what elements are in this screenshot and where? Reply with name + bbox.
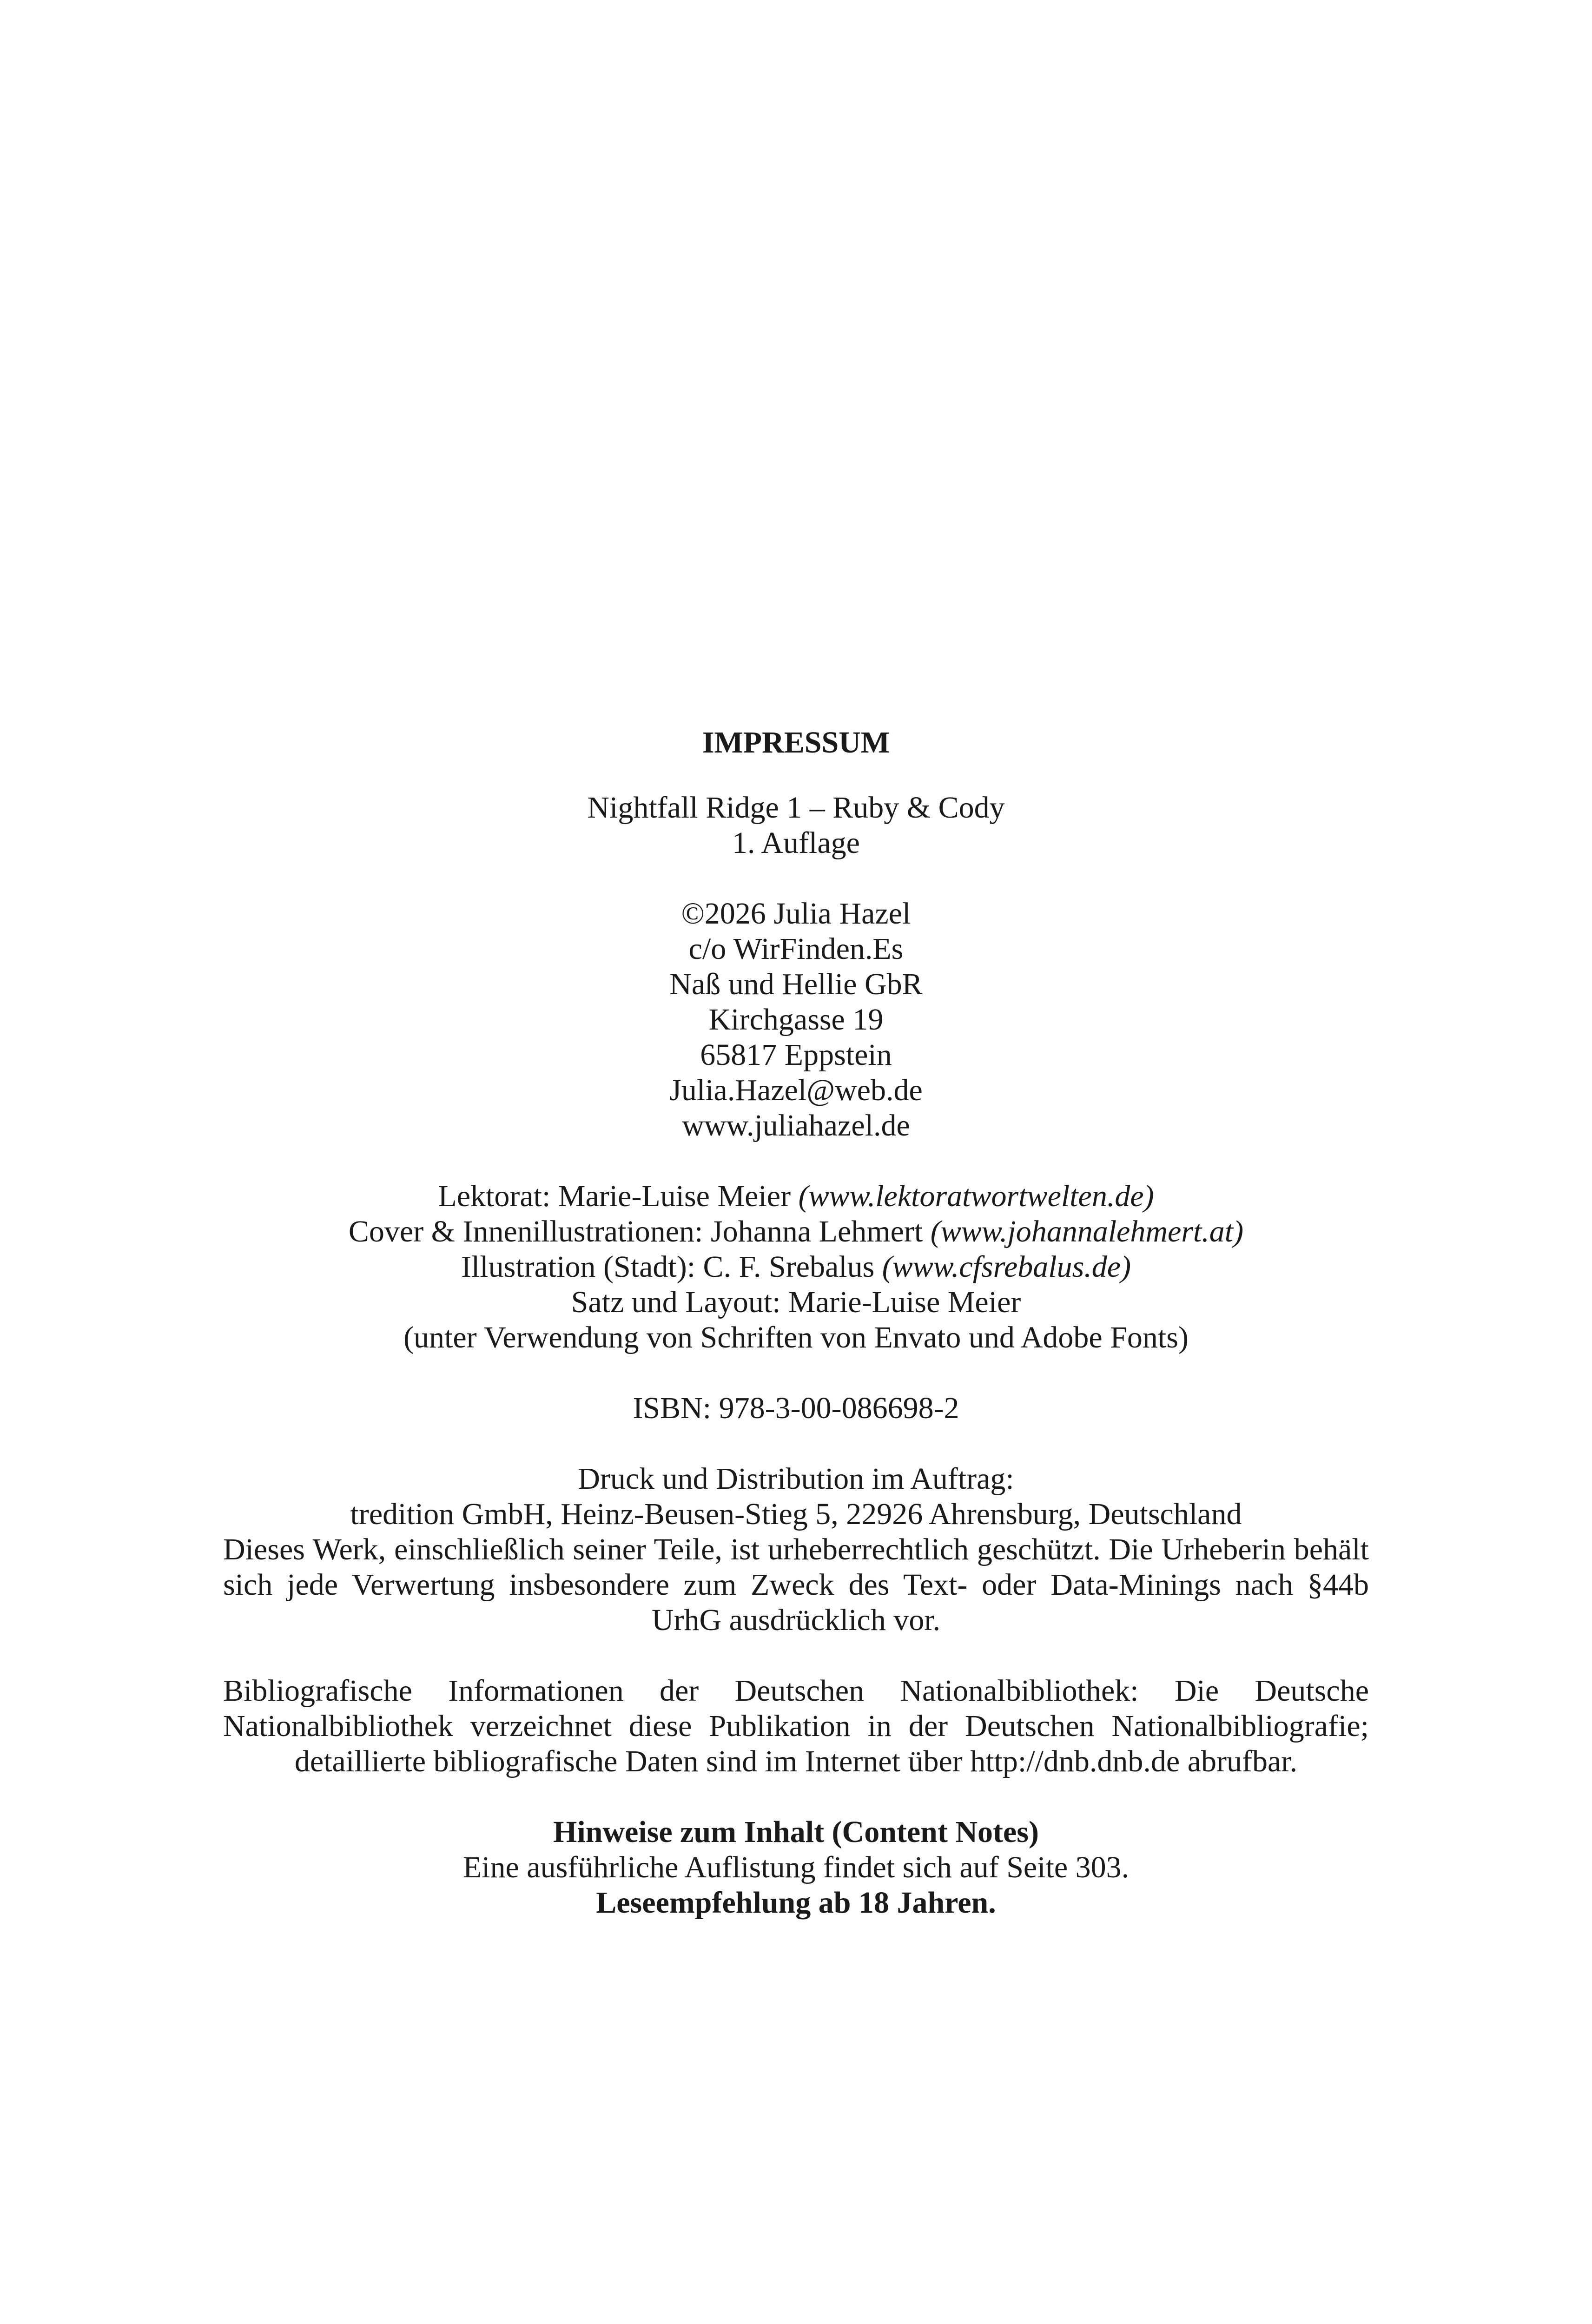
imprint-content bbox=[223, 725, 1369, 1956]
print-order-line: Druck und Distribution im Auftrag: bbox=[578, 1462, 1014, 1496]
print-block bbox=[223, 1461, 1369, 1638]
illustration-url: (www.cfsrebalus.de) bbox=[882, 1250, 1131, 1284]
street-line: Kirchgasse 19 bbox=[708, 1003, 884, 1037]
isbn-line: ISBN: 978-3-00-086698-2 bbox=[633, 1391, 959, 1425]
email-line: Julia.Hazel@web.de bbox=[669, 1073, 923, 1107]
isbn-block bbox=[223, 1391, 1369, 1426]
rights-paragraph: Dieses Werk, einschließlich seiner Teile, ist urheberrechtlich geschützt. Die Urheberin behält sich jede Verwertung insbesondere zum Zweck des Text- oder Data-Minings nach §44b UrhG ausdrücklich vor. bbox=[223, 1532, 1369, 1637]
address-block bbox=[223, 896, 1369, 1143]
book-title: Nightfall Ridge 1 – Ruby & Cody bbox=[587, 791, 1005, 825]
company-line: Naß und Hellie GbR bbox=[669, 967, 923, 1001]
content-notes-heading: Hinweise zum Inhalt (Content Notes) bbox=[553, 1815, 1039, 1849]
bibliography-paragraph: Bibliografische Informationen der Deutschen Nationalbibliothek: Die Deutsche Nationalbibliothek verzeichnet diese Publikation in der Deutschen Nationalbibliografie; detaillierte bibliografische Daten sind im Internet über http://dnb.dnb.de abrufbar. bbox=[223, 1674, 1369, 1778]
content-notes-block bbox=[223, 1815, 1369, 1921]
imprint-heading: IMPRESSUM bbox=[702, 726, 890, 759]
care-of-line: c/o WirFinden.Es bbox=[688, 932, 904, 966]
copyright-line: ©2026 Julia Hazel bbox=[681, 897, 911, 931]
credits-block bbox=[223, 1179, 1369, 1355]
fonts-note-line: (unter Verwendung von Schriften von Envato und Adobe Fonts) bbox=[403, 1320, 1189, 1354]
city-line: 65817 Eppstein bbox=[700, 1038, 892, 1072]
satz-line: Satz und Layout: Marie-Luise Meier bbox=[571, 1285, 1021, 1319]
lektorat-label: Lektorat: Marie-Luise Meier bbox=[438, 1179, 799, 1213]
cover-label: Cover & Innenillustrationen: Johanna Lehmert bbox=[348, 1215, 931, 1248]
age-recommendation: Leseempfehlung ab 18 Jahren. bbox=[596, 1886, 996, 1920]
edition: 1. Auflage bbox=[732, 826, 860, 860]
website-line: www.juliahazel.de bbox=[682, 1109, 910, 1142]
title-block bbox=[223, 790, 1369, 861]
lektorat-url: (www.lektoratwortwelten.de) bbox=[798, 1179, 1154, 1213]
illustration-line bbox=[223, 1249, 1369, 1285]
cover-line bbox=[223, 1214, 1369, 1249]
content-notes-text: Eine ausführliche Auflistung findet sich auf Seite 303. bbox=[462, 1850, 1130, 1884]
illustration-label: Illustration (Stadt): C. F. Srebalus bbox=[461, 1250, 882, 1284]
lektorat-line bbox=[223, 1179, 1369, 1214]
cover-url: (www.johannalehmert.at) bbox=[930, 1215, 1244, 1248]
bibliography-block bbox=[223, 1673, 1369, 1779]
publisher-line: tredition GmbH, Heinz-Beusen-Stieg 5, 22926 Ahrensburg, Deutschland bbox=[350, 1497, 1242, 1531]
